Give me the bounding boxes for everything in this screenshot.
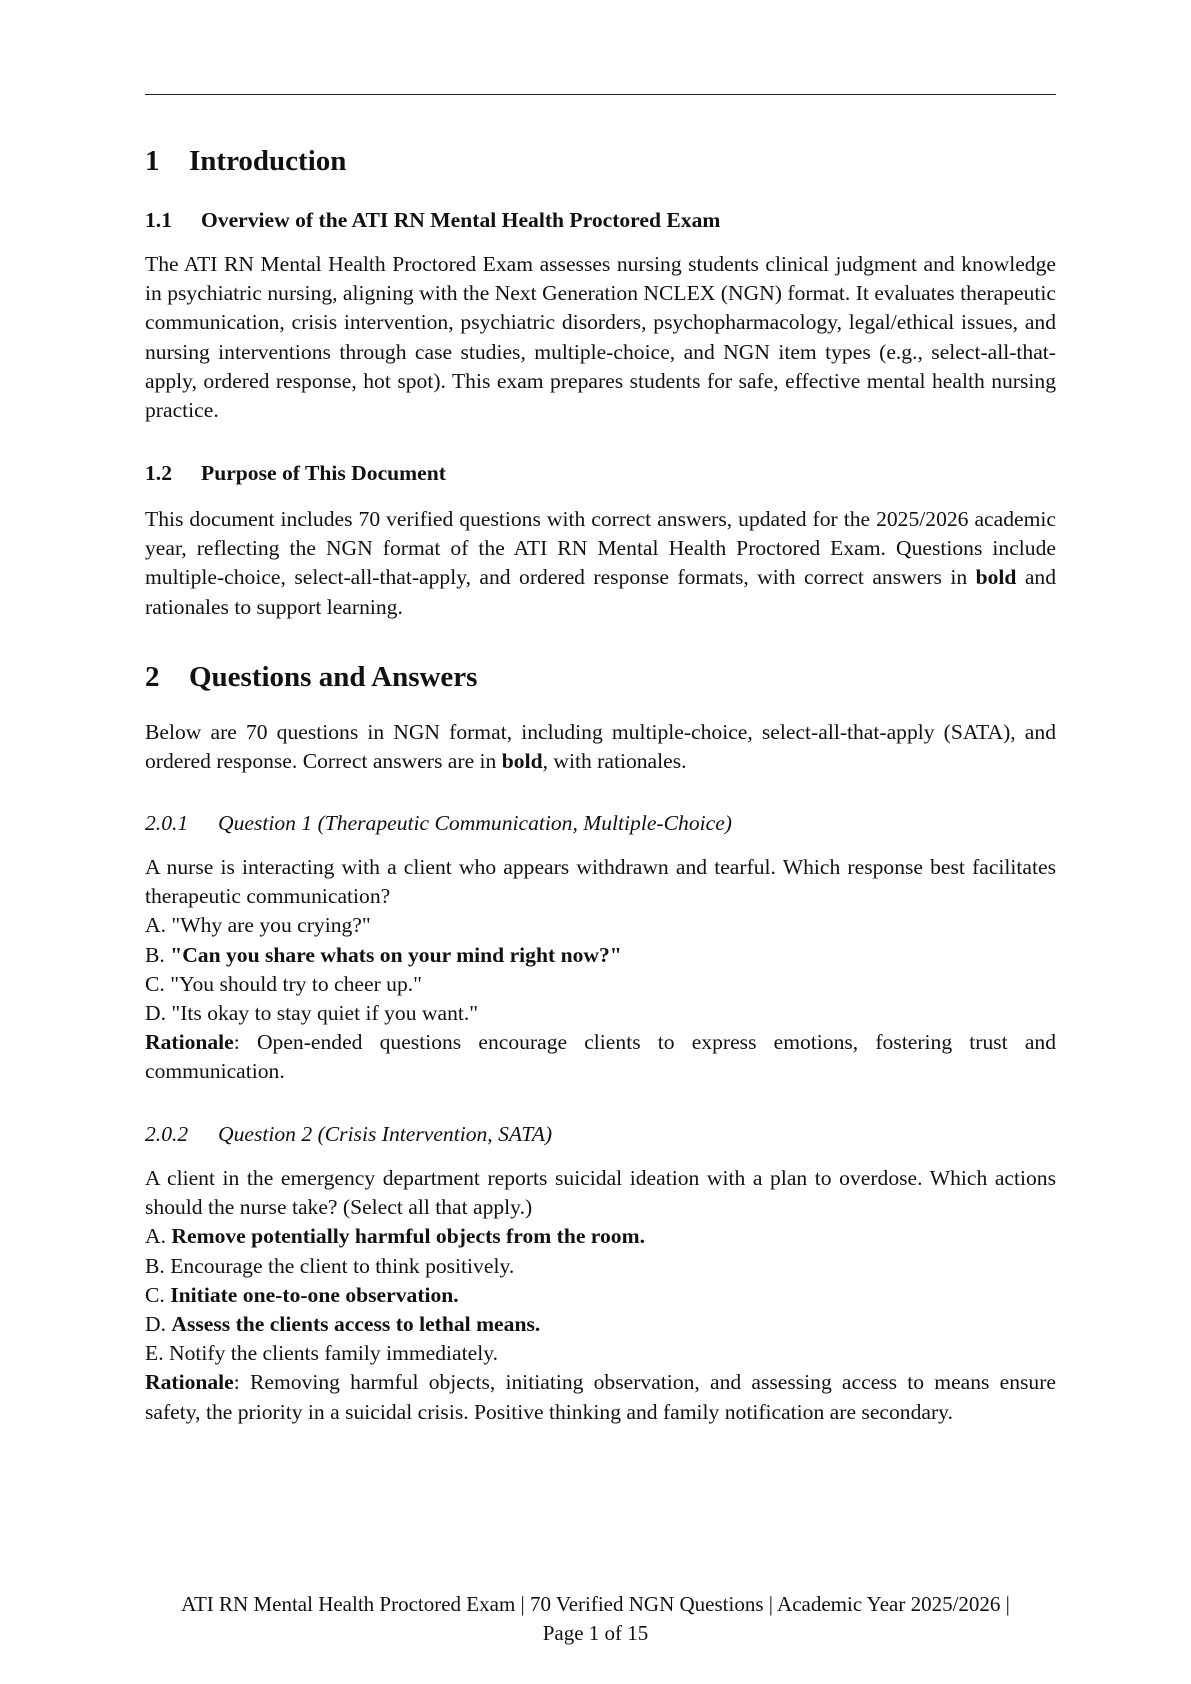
purpose-paragraph (145, 505, 1056, 622)
section-title: Questions and Answers (189, 661, 478, 693)
section-title: Introduction (189, 145, 347, 177)
rationale-text: : Removing harmful objects, initiating observation, and assessing access to means ensure safety, the priority in a suicidal crisis. Positive thinking and family notification are secondary. (145, 1370, 1056, 1424)
section-number: 2 (145, 661, 160, 693)
option-c (145, 970, 1056, 999)
option-letter: E. (145, 1341, 164, 1366)
text: Below are 70 questions in NGN format, including multiple-choice, select-all-that-apply (SATA), and ordered response. Correct answers are in (145, 720, 1056, 774)
section-heading-questions (145, 659, 1056, 695)
option-d (145, 999, 1056, 1028)
option-text: Encourage the client to think positively. (170, 1253, 515, 1278)
rationale (145, 1028, 1056, 1086)
option-text: Initiate one-to-one observation. (170, 1282, 459, 1307)
text: , with rationales. (542, 749, 687, 774)
option-text: Remove potentially harmful objects from the room. (171, 1224, 645, 1249)
subsection-number: 1.2 (145, 461, 172, 485)
section-number: 1 (145, 145, 160, 177)
option-b-correct (145, 941, 1056, 970)
page-footer (0, 1590, 1191, 1648)
option-letter: D. (145, 1001, 166, 1026)
questions-intro-paragraph (145, 718, 1056, 776)
page-number: Page 1 of 15 (542, 1621, 649, 1645)
question-title: Question 2 (Crisis Intervention, SATA) (218, 1122, 553, 1146)
option-text: "Why are you crying?" (171, 913, 371, 938)
question-stem: A nurse is interacting with a client who appears withdrawn and tearful. Which response best facilitates therapeutic communication? (145, 855, 1056, 909)
question-2 (145, 1120, 1056, 1427)
option-letter: B. (145, 1253, 165, 1278)
subsection-heading-purpose (145, 459, 1056, 488)
subsection-title: Overview of the ATI RN Mental Health Proctored Exam (201, 208, 721, 232)
subsection-title: Purpose of This Document (201, 461, 446, 485)
option-letter: C. (145, 1282, 165, 1307)
option-d-correct (145, 1310, 1056, 1339)
rationale (145, 1368, 1056, 1426)
question-stem: A client in the emergency department reports suicidal ideation with a plan to overdose. Which actions should the nurse take? (Select all that apply.) (145, 1166, 1056, 1220)
option-c-correct (145, 1281, 1056, 1310)
subsection-number: 1.1 (145, 208, 172, 232)
question-1 (145, 809, 1056, 1087)
section-heading-introduction (145, 143, 1056, 179)
text: This document includes 70 verified questions with correct answers, updated for the 2025/2026 academic year, reflecting the NGN format of the ATI RN Mental Health Proctored Exam. Questions include multiple-choice, select-all-that-apply, and ordered response formats, with correct answers in (145, 507, 1056, 590)
option-letter: B. (145, 942, 165, 967)
question-heading (145, 1120, 1056, 1149)
option-b (145, 1252, 1056, 1281)
bold-word: bold (975, 565, 1017, 590)
option-e (145, 1339, 1056, 1368)
option-text: "Can you share whats on your mind right now?" (170, 942, 622, 967)
option-a-correct (145, 1222, 1056, 1251)
option-text: "Its okay to stay quiet if you want." (171, 1001, 479, 1026)
header-rule (145, 94, 1056, 95)
question-title: Question 1 (Therapeutic Communication, Multiple-Choice) (218, 811, 732, 835)
option-letter: A. (145, 1224, 166, 1249)
bold-word: bold (501, 749, 543, 774)
footer-title: ATI RN Mental Health Proctored Exam | 70 Verified NGN Questions | Academic Year 2025/2026 | (181, 1592, 1010, 1616)
option-text: "You should try to cheer up." (170, 971, 422, 996)
option-a (145, 911, 1056, 940)
option-letter: D. (145, 1312, 166, 1337)
rationale-label: Rationale (145, 1370, 234, 1395)
text: and rationales to support learning. (145, 565, 1057, 619)
rationale-label: Rationale (145, 1030, 234, 1055)
option-text: Notify the clients family immediately. (169, 1341, 499, 1366)
question-number: 2.0.1 (145, 811, 189, 835)
question-heading (145, 809, 1056, 838)
overview-paragraph: The ATI RN Mental Health Proctored Exam assesses nursing students clinical judgment and knowledge in psychiatric nursing, aligning with the Next Generation NCLEX (NGN) format. It evaluates therapeutic communication, crisis intervention, psychiatric disorders, psychopharmacology, legal/ethical issues, and nursing interventions through case studies, multiple-choice, and NGN item types (e.g., select-all-that-apply, ordered response, hot spot). This exam prepares students for safe, effective mental health nursing practice. (145, 252, 1056, 423)
option-letter: A. (145, 913, 166, 938)
rationale-text: : Open-ended questions encourage clients to express emotions, fostering trust and communication. (145, 1030, 1056, 1084)
question-number: 2.0.2 (145, 1122, 189, 1146)
option-letter: C. (145, 971, 165, 996)
option-text: Assess the clients access to lethal means. (171, 1312, 541, 1337)
subsection-heading-overview (145, 206, 1056, 235)
